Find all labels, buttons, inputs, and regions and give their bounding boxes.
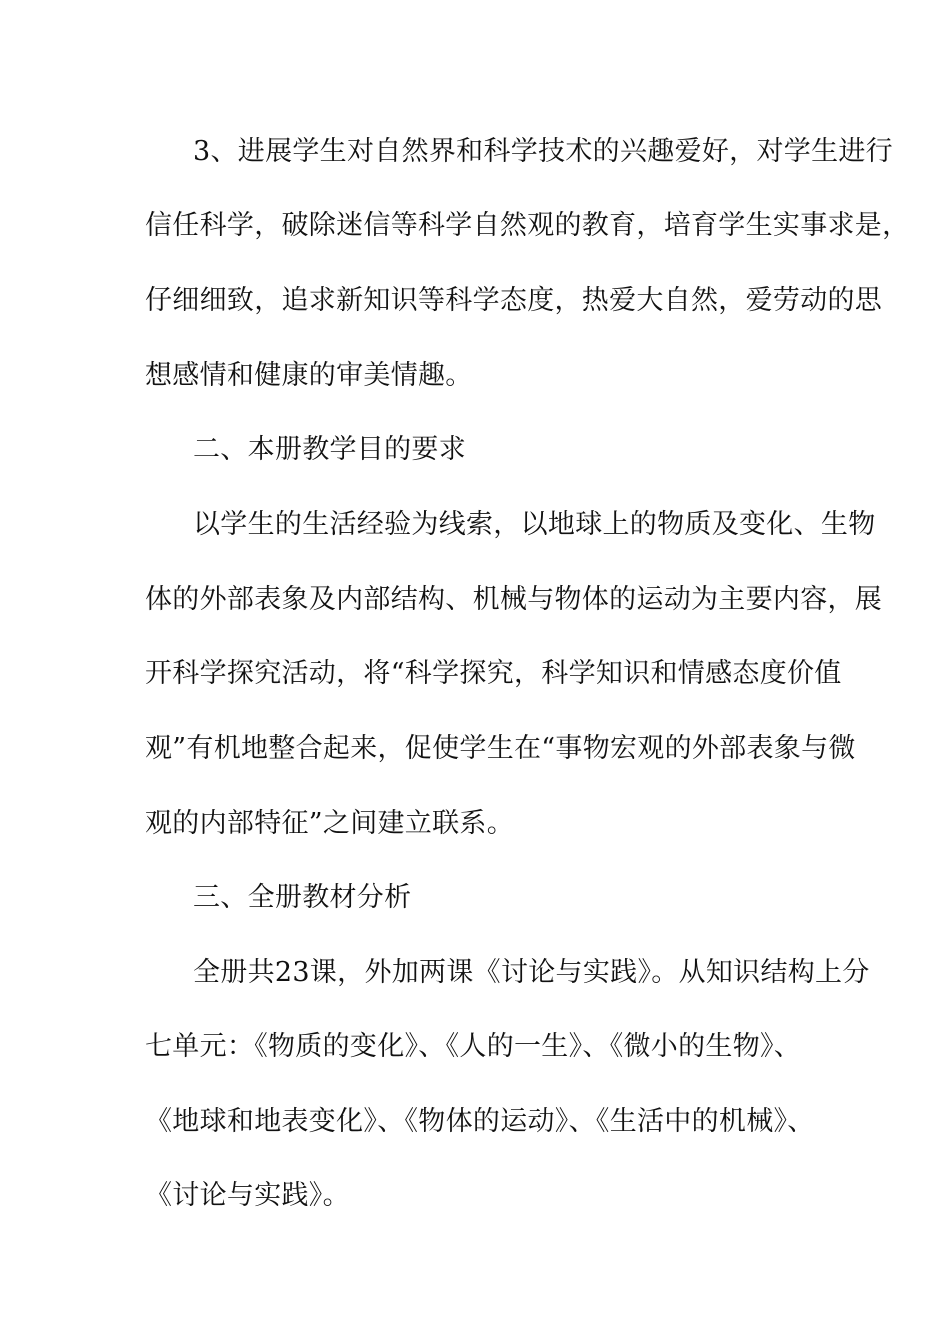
paragraph-line: 观的内部特征”之间建立联系。 (145, 808, 515, 839)
paragraph-line: 3、进展学生对自然界和科学技术的兴趣爱好，对学生进行 (193, 136, 893, 167)
section-heading: 二、本册教学目的要求 (193, 434, 466, 465)
paragraph-line: 《地球和地表变化》、《物体的运动》、《生活中的机械》、 (145, 1106, 815, 1137)
section-heading: 三、全册教材分析 (193, 882, 412, 913)
paragraph-line: 七单元：《物质的变化》、《人的一生》、《微小的生物》、 (145, 1031, 802, 1062)
paragraph-line: 信任科学，破除迷信等科学自然观的教育，培育学生实事求是， (145, 210, 910, 241)
paragraph-line: 以学生的生活经验为线索，以地球上的物质及变化、生物 (193, 509, 876, 540)
paragraph-line: 想感情和健康的审美情趣。 (145, 360, 473, 391)
paragraph-line: 《讨论与实践》。 (145, 1180, 350, 1211)
paragraph-line: 体的外部表象及内部结构、机械与物体的运动为主要内容，展 (145, 584, 883, 615)
paragraph-line: 仔细细致，追求新知识等科学态度，热爱大自然，爱劳动的思 (145, 285, 883, 316)
paragraph-line: 开科学探究活动，将“科学探究，科学知识和情感态度价值 (145, 658, 842, 689)
paragraph-line: 观”有机地整合起来，促使学生在“事物宏观的外部表象与微 (145, 733, 856, 764)
paragraph-line: 全册共23课，外加两课《讨论与实践》。从知识结构上分 (193, 957, 870, 988)
